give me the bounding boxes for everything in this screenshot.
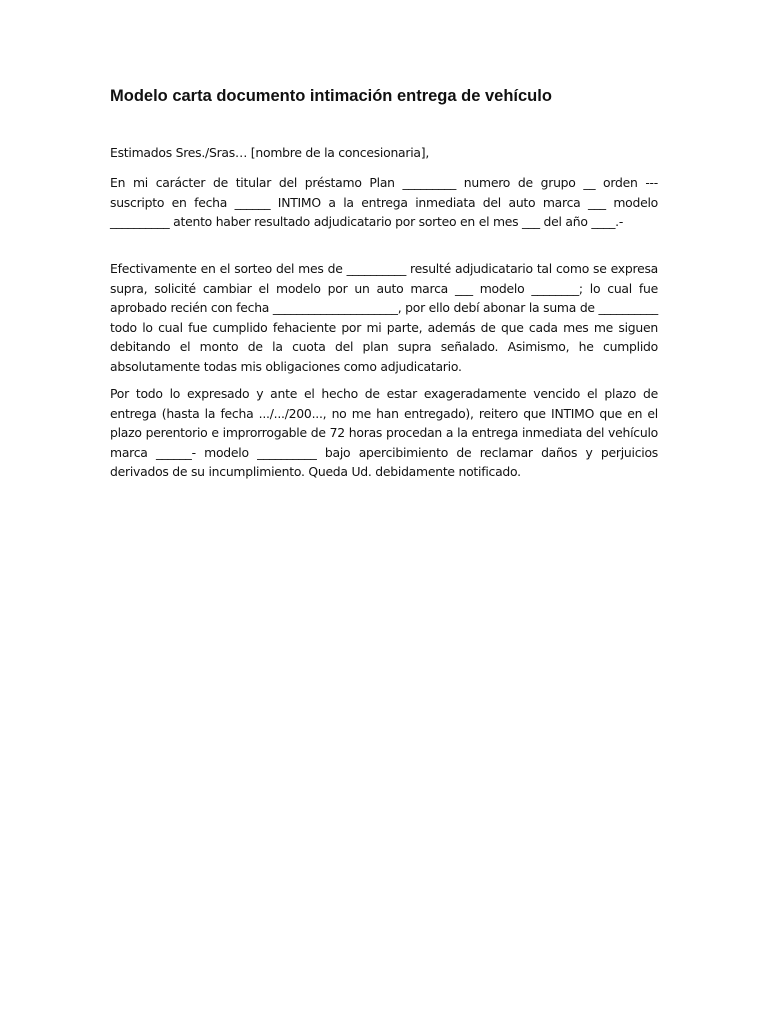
salutation: Estimados Sres./Sras… [nombre de la concesionaria],	[110, 145, 430, 160]
document-title: Modelo carta documento intimación entrega de vehículo	[110, 87, 552, 105]
paragraph-3: Por todo lo expresado y ante el hecho de estar exageradamente vencido el plazo de entrega (hasta la fecha .../.../200..., no me han entregado), reitero que INTIMO que en el plazo perentorio e improrrogable de 72 horas procedan a la entrega inmediata del vehículo marca ______- modelo __________ bajo apercibimiento de reclamar daños y perjuicios derivados de su incumplimiento. Queda Ud. debidamente notificado.	[110, 386, 658, 479]
paragraph-1: En mi carácter de titular del préstamo Plan _________ numero de grupo __ orden --- suscripto en fecha ______ INTIMO a la entrega inmediata del auto marca ___ modelo __________ atento haber resultado adjudicatario por sorteo en el mes ___ del año ____.-	[110, 175, 658, 229]
paragraph-2: Efectivamente en el sorteo del mes de __________ resulté adjudicatario tal como se expresa supra, solicité cambiar el modelo por un auto marca ___ modelo ________; lo cual fue aprobado recién con fecha _____________________, por ello debí abonar la suma de __________ todo lo cual fue cumplido fehaciente por mi parte, además de que cada mes me siguen debitando el monto de la cuota del plan supra señalado. Asimismo, he cumplido absolutamente todas mis obligaciones como adjudicatario.	[110, 261, 658, 374]
